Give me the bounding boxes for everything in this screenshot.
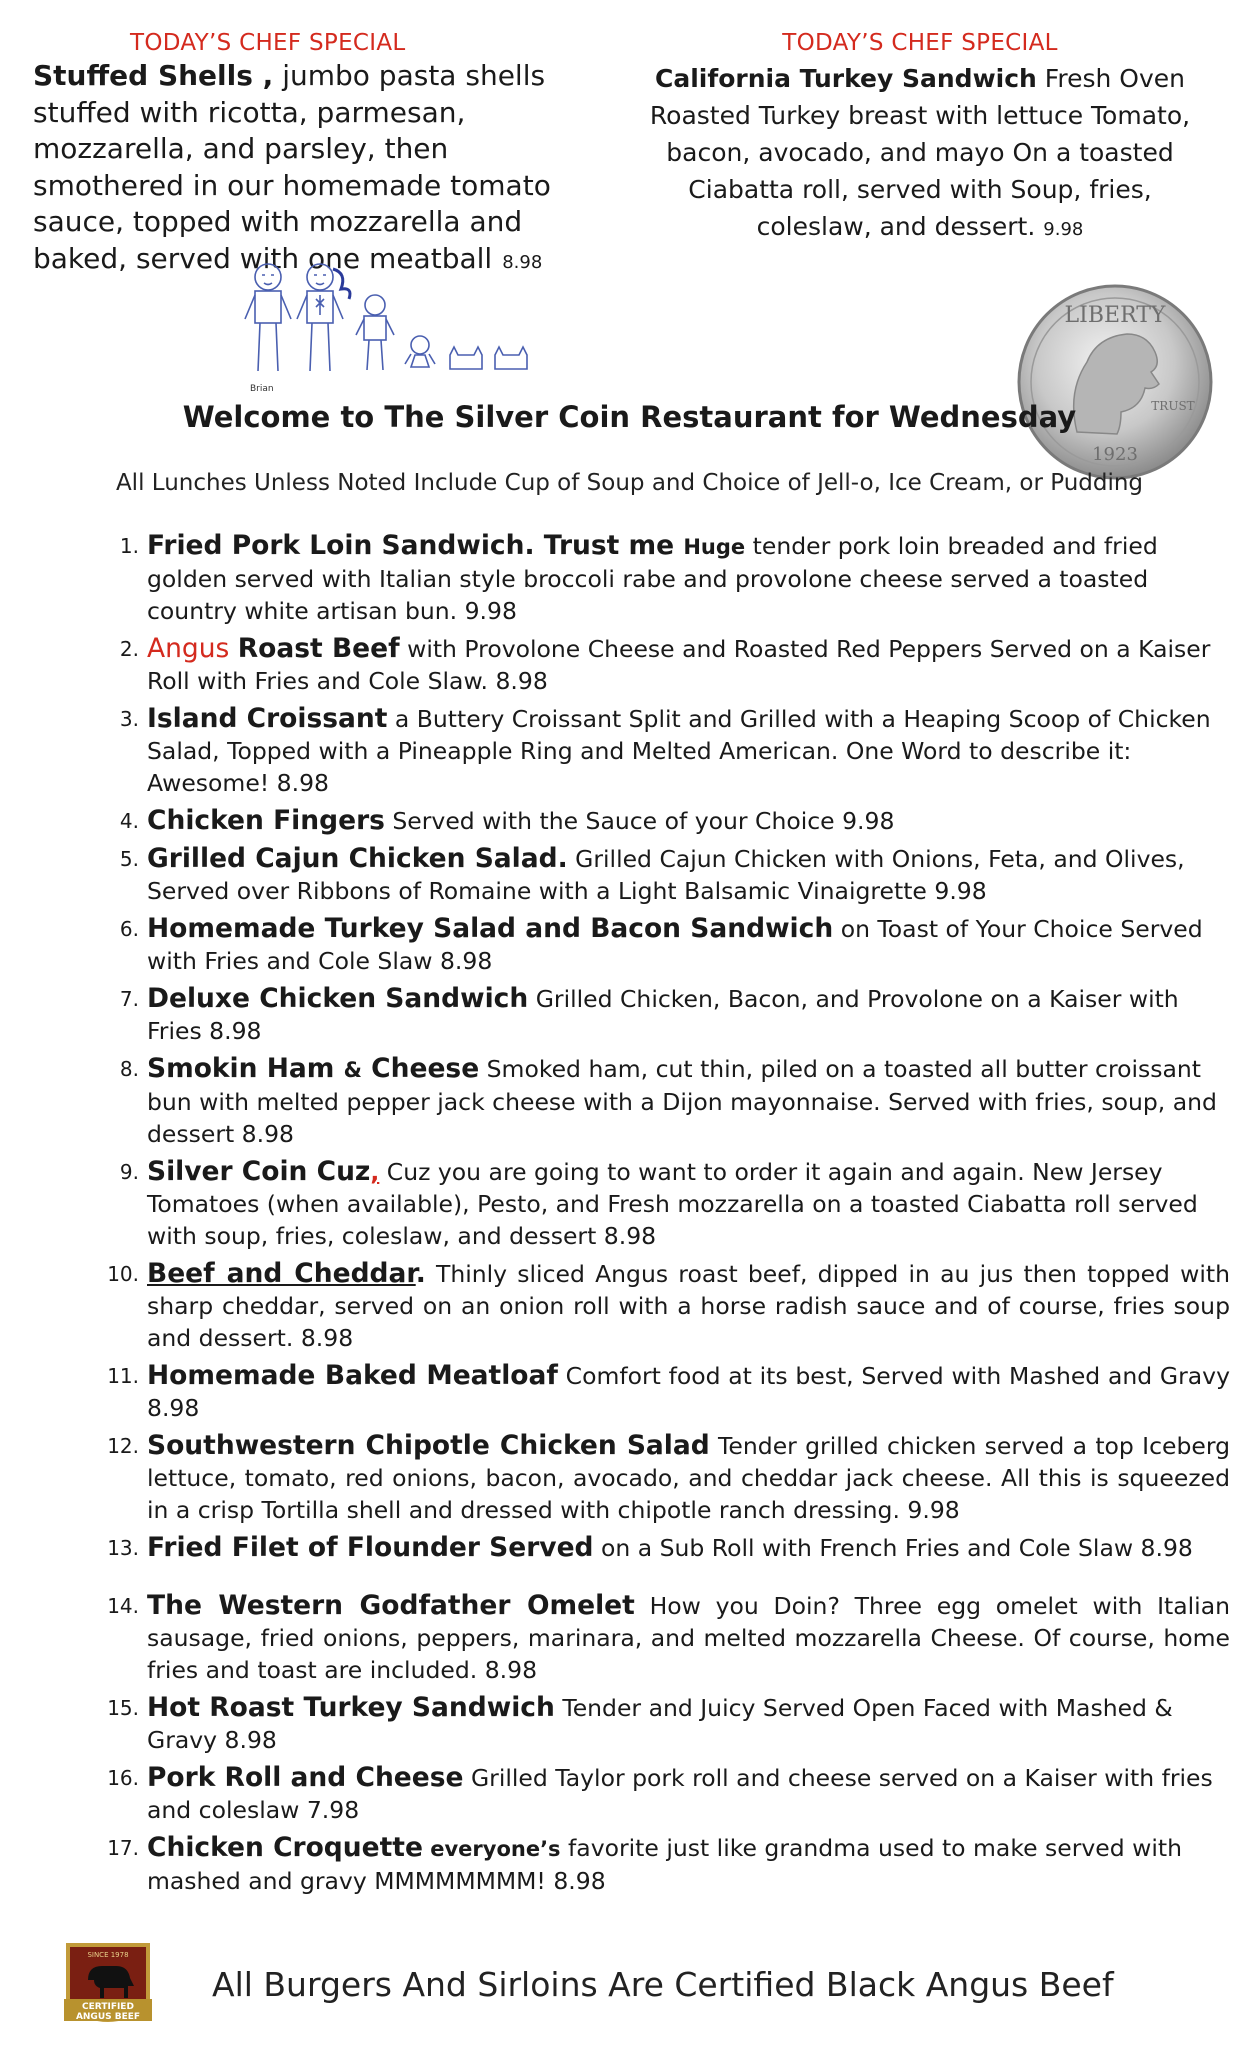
menu-item bbox=[95, 913, 1230, 977]
menu-item-text bbox=[147, 703, 1230, 799]
menu-item-text bbox=[147, 1258, 1230, 1354]
menu-item-number: 7. bbox=[119, 987, 139, 1011]
chef-special-price: 8.98 bbox=[502, 251, 543, 273]
menu-item-description: , bbox=[370, 1158, 380, 1186]
menu-item-number: 10. bbox=[107, 1262, 139, 1286]
menu-item-description: Thinly sliced Angus roast beef, dipped in au jus then topped with sharp cheddar, served on an onion roll with a horse radish sauce and of course, fries soup and dessert. 8.98 bbox=[147, 1260, 1230, 1352]
menu-item-description: Angus bbox=[147, 633, 238, 664]
menu-item-name: Grilled Cajun Chicken Salad. bbox=[147, 843, 568, 874]
menu-item-text bbox=[147, 983, 1230, 1047]
chef-special-label: TODAY’S CHEF SPECIAL bbox=[782, 30, 1058, 56]
chef-special-description: Fresh Oven Roasted Turkey breast with lettuce Tomato, bacon, avocado, and mayo On a toasted Ciabatta roll, served with Soup, fries, coleslaw, and dessert. bbox=[649, 64, 1191, 241]
menu-item-number: 2. bbox=[119, 637, 139, 661]
lunch-note: All Lunches Unless Noted Include Cup of Soup and Choice of Jell-o, Ice Cream, or Pudding bbox=[115, 470, 1144, 496]
figure-label: Brian bbox=[250, 384, 274, 394]
menu-item-text bbox=[147, 843, 1230, 907]
menu-item-text bbox=[147, 1832, 1230, 1897]
menu-item-name: . bbox=[415, 1258, 426, 1289]
menu-item-number: 4. bbox=[119, 809, 139, 833]
welcome-title: Welcome to The Silver Coin Restaurant for Wednesday bbox=[182, 400, 1077, 434]
menu-item-name: Island Croissant bbox=[147, 703, 388, 734]
menu-item-name: Deluxe Chicken Sandwich bbox=[147, 983, 529, 1014]
menu-item-number: 17. bbox=[107, 1836, 139, 1860]
menu-item-description: a Buttery Croissant Split and Grilled with a Heaping Scoop of Chicken Salad, Topped with a Pineapple Ring and Melted American. One Word to describe it: Awesome! 8.98 bbox=[147, 705, 1211, 797]
menu-item-name: Pork Roll and Cheese bbox=[147, 1762, 464, 1793]
menu-item-text bbox=[147, 913, 1230, 977]
menu-item-description: Huge bbox=[683, 535, 746, 559]
menu-item-name: Smokin Ham bbox=[147, 1053, 344, 1084]
menu-item-text bbox=[147, 633, 1230, 697]
chef-special-right bbox=[640, 30, 1200, 248]
menu-item bbox=[95, 983, 1230, 1047]
menu-item bbox=[95, 1590, 1230, 1686]
menu-item-name: Silver Coin Cuz bbox=[147, 1156, 371, 1187]
menu-item-text bbox=[147, 1590, 1230, 1686]
menu-item-text bbox=[147, 1430, 1230, 1526]
menu-item bbox=[95, 1156, 1230, 1252]
menu-item-description: on a Sub Roll with French Fries and Cole Slaw 8.98 bbox=[593, 1534, 1193, 1562]
menu-item-description: Grilled Cajun Chicken with Onions, Feta, and Olives, Served over Ribbons of Romaine with a Light Balsamic Vinaigrette 9.98 bbox=[147, 845, 1185, 905]
menu-item-description: & bbox=[343, 1058, 362, 1082]
menu-item bbox=[95, 1762, 1230, 1826]
menu-item-description: tender pork loin breaded and fried golden served with Italian style broccoli rabe and provolone cheese served a toasted country white artisan bun. 9.98 bbox=[147, 532, 1158, 625]
certified-angus-beef-logo bbox=[58, 1935, 158, 2035]
menu-item bbox=[95, 530, 1230, 627]
menu-item-description: on Toast of Your Choice Served with Fries and Cole Slaw 8.98 bbox=[147, 915, 1203, 975]
logo-certified: CERTIFIED bbox=[82, 2002, 134, 2012]
chef-special-name: Stuffed Shells , bbox=[33, 59, 274, 92]
menu-item-name: Beef and Cheddar bbox=[147, 1258, 416, 1289]
chef-special-label: TODAY’S CHEF SPECIAL bbox=[130, 30, 406, 56]
menu-item-number: 3. bbox=[119, 707, 139, 731]
menu-item-name: Southwestern Chipotle Chicken Salad bbox=[147, 1430, 710, 1461]
menu-item-number: 6. bbox=[119, 917, 139, 941]
menu-item-text bbox=[147, 1692, 1230, 1756]
menu-item-name: Fried Filet of Flounder Served bbox=[147, 1532, 594, 1563]
footer-note: All Burgers And Sirloins Are Certified Black Angus Beef bbox=[212, 1965, 1114, 2004]
coin-inscription: LIBERTY bbox=[1064, 303, 1166, 328]
chef-special-body bbox=[640, 60, 1200, 248]
menu-item-name: Chicken Fingers bbox=[147, 805, 385, 836]
family-drawing bbox=[240, 255, 560, 395]
menu-item-name: Chicken Croquette bbox=[147, 1832, 423, 1863]
menu-item bbox=[95, 1692, 1230, 1756]
menu-item bbox=[95, 703, 1230, 799]
menu-item bbox=[95, 843, 1230, 907]
logo-since: SINCE 1978 bbox=[87, 1951, 129, 1959]
menu-item-text bbox=[147, 530, 1230, 627]
menu-item bbox=[95, 1430, 1230, 1526]
menu-item bbox=[95, 1832, 1230, 1897]
logo-angus-beef: ANGUS BEEF bbox=[75, 2012, 141, 2022]
menu-item-description: favorite just like grandma used to make served with mashed and gravy MMMMMMMM! 8.98 bbox=[147, 1834, 1182, 1895]
menu-item-name: Homemade Turkey Salad and Bacon Sandwich bbox=[147, 913, 834, 944]
chef-special-price: 9.98 bbox=[1043, 219, 1084, 240]
lunch-menu bbox=[95, 530, 1230, 1903]
menu-item-description: Tender grilled chicken served a top Iceberg lettuce, tomato, red onions, bacon, avocado, and cheddar jack cheese. All this is squeezed in a crisp Tortilla shell and dressed with chipotle ranch dressing. 9.98 bbox=[147, 1432, 1230, 1524]
menu-item-number: 9. bbox=[119, 1160, 139, 1184]
menu-item-name: Hot Roast Turkey Sandwich bbox=[147, 1692, 555, 1723]
menu-item-description: How you Doin? Three egg omelet with Italian sausage, fried onions, peppers, marinara, and melted mozzarella Cheese. Of course, home fries and toast are included. 8.98 bbox=[147, 1592, 1230, 1684]
menu-item bbox=[95, 633, 1230, 697]
menu-item-description: Grilled Chicken, Bacon, and Provolone on a Kaiser with Fries 8.98 bbox=[147, 985, 1179, 1045]
menu-item-name: Roast Beef bbox=[237, 633, 400, 664]
menu-item-description: with Provolone Cheese and Roasted Red Peppers Served on a Kaiser Roll with Fries and Cole Slaw. 8.98 bbox=[147, 635, 1211, 695]
menu-item bbox=[95, 1053, 1230, 1150]
menu-item-text bbox=[147, 1360, 1230, 1424]
menu-item-name: The Western Godfather Omelet bbox=[147, 1590, 635, 1621]
menu-item-name: Fried Pork Loin Sandwich. Trust me bbox=[147, 530, 684, 561]
menu-item-description: Cuz you are going to want to order it again and again. New Jersey Tomatoes (when available), Pesto, and Fresh mozzarella on a toasted Ciabatta roll served with soup, fries, coleslaw, and dessert 8.98 bbox=[147, 1158, 1198, 1250]
menu-item-number: 8. bbox=[119, 1057, 139, 1081]
menu-item-number: 15. bbox=[107, 1696, 139, 1720]
menu-item-text bbox=[147, 805, 1230, 837]
menu-item bbox=[95, 1360, 1230, 1424]
menu-item-number: 12. bbox=[107, 1434, 139, 1458]
menu-item bbox=[95, 805, 1230, 837]
menu-item-description: Smoked ham, cut thin, piled on a toasted all butter croissant bun with melted pepper jack cheese with a Dijon mayonnaise. Served with fries, soup, and dessert 8.98 bbox=[147, 1055, 1217, 1148]
menu-item-text bbox=[147, 1762, 1230, 1826]
menu-item-number: 16. bbox=[107, 1766, 139, 1790]
menu-item-text bbox=[147, 1532, 1230, 1564]
menu-item-number: 11. bbox=[107, 1364, 139, 1388]
menu-item bbox=[95, 1258, 1230, 1354]
menu-item-description: everyone’s bbox=[422, 1837, 561, 1861]
menu-item-number: 13. bbox=[107, 1536, 139, 1560]
coin-inscription-small: TRUST bbox=[1151, 399, 1195, 413]
menu-item-number: 1. bbox=[119, 534, 139, 558]
chef-special-body bbox=[33, 58, 593, 281]
chef-special-left bbox=[33, 30, 593, 281]
menu-item-description: Grilled Taylor pork roll and cheese served on a Kaiser with fries and coleslaw 7.98 bbox=[147, 1764, 1213, 1824]
chef-special-name: California Turkey Sandwich bbox=[654, 64, 1037, 93]
menu-item-number: 14. bbox=[107, 1594, 139, 1618]
chef-special-description: jumbo pasta shells stuffed with ricotta, parmesan, mozzarella, and parsley, then smothered in our homemade tomato sauce, topped with mozzarella and baked, served with one meatball bbox=[33, 59, 551, 275]
menu-item-description: Served with the Sauce of your Choice 9.98 bbox=[384, 807, 895, 835]
menu-item-description: Tender and Juicy Served Open Faced with Mashed & Gravy 8.98 bbox=[147, 1694, 1173, 1754]
menu-item-text bbox=[147, 1053, 1230, 1150]
menu-item-number: 5. bbox=[119, 847, 139, 871]
menu-item-name: Cheese bbox=[361, 1053, 480, 1084]
menu-item bbox=[95, 1532, 1230, 1564]
silver-coin-image bbox=[1015, 282, 1215, 482]
menu-item-description: Comfort food at its best, Served with Mashed and Gravy 8.98 bbox=[147, 1362, 1230, 1422]
menu-item-text bbox=[147, 1156, 1230, 1252]
menu-item-name: Homemade Baked Meatloaf bbox=[147, 1360, 558, 1391]
coin-year: 1923 bbox=[1092, 444, 1138, 465]
